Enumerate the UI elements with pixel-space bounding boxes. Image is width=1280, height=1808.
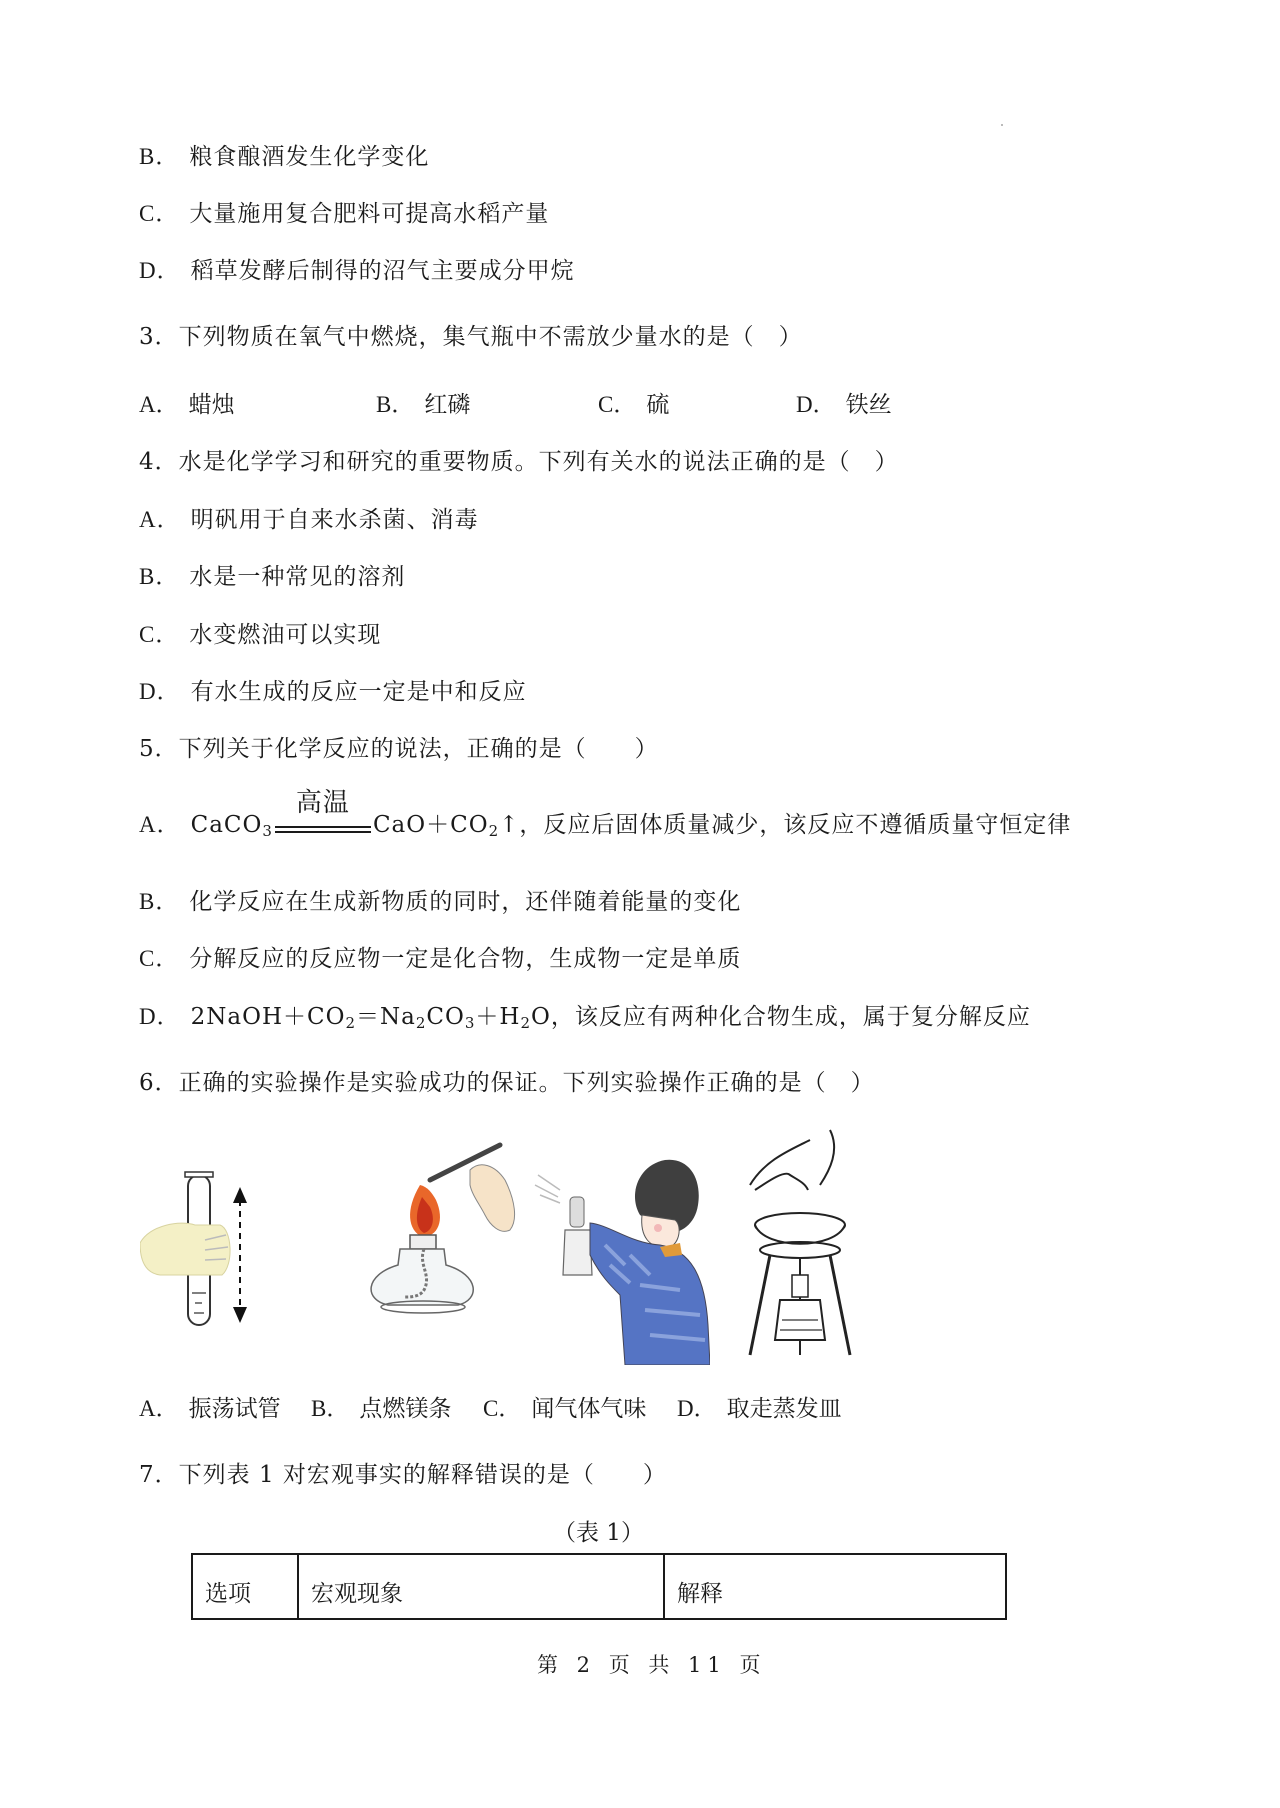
q5-option-b[interactable]: B． 化学反应在生成新物质的同时，还伴随着能量的变化 <box>139 889 742 915</box>
q4-option-c[interactable]: C． 水变燃油可以实现 <box>139 622 382 648</box>
q6-options <box>139 1394 1039 1424</box>
alcohol-lamp-magnesium-icon <box>340 1125 520 1365</box>
q2-option-b[interactable]: B． 粮食酿酒发生化学变化 <box>139 144 430 170</box>
scan-speck <box>1001 124 1003 126</box>
q6-figures <box>130 1125 870 1365</box>
smelling-gas-icon <box>530 1125 710 1365</box>
q4-option-a[interactable]: A． 明矾用于自来水杀菌、消毒 <box>139 507 479 533</box>
evaporating-dish-icon <box>730 1125 870 1365</box>
q3-option-a[interactable]: A． 蜡烛 <box>139 392 235 418</box>
q6-option-a[interactable]: A． 振荡试管 <box>139 1396 281 1422</box>
q5-option-a[interactable]: A． CaCO$_3$ 高温 $CaO+CO_2↑$，反应后固体质量减少，该反应不遵循质量守恒定律 <box>139 788 1072 840</box>
test-tube-shaking-icon <box>140 1125 250 1365</box>
q7-stem: 7．下列表 1 对宏观事实的解释错误的是（ ） <box>139 1462 667 1488</box>
q5-stem: 5．下列关于化学反应的说法，正确的是（ ） <box>139 736 659 762</box>
table-caption: （表 1） <box>553 1520 644 1546</box>
q3-option-c[interactable]: C． 硫 <box>598 392 670 418</box>
q4-stem: 4．水是化学学习和研究的重要物质。下列有关水的说法正确的是（ ） <box>139 449 899 475</box>
q4-option-b[interactable]: B． 水是一种常见的溶剂 <box>139 564 406 590</box>
q5-option-c[interactable]: C． 分解反应的反应物一定是化合物，生成物一定是单质 <box>139 946 742 972</box>
q6-option-c[interactable]: C． 闻气体气味 <box>483 1396 647 1422</box>
q6-option-d[interactable]: D． 取走蒸发皿 <box>677 1396 842 1422</box>
q6-option-b[interactable]: B． 点燃镁条 <box>311 1396 452 1422</box>
header-explanation: 解释 <box>664 1554 1006 1619</box>
formula-products: $CaO+CO_2↑$ <box>372 812 520 840</box>
q4-option-d[interactable]: D． 有水生成的反应一定是中和反应 <box>139 679 527 705</box>
q6-stem: 6．正确的实验操作是实验成功的保证。下列实验操作正确的是（ ） <box>139 1070 875 1096</box>
reaction-condition-equals: 高温 <box>275 810 371 840</box>
q3-stem: 3．下列物质在氧气中燃烧，集气瓶中不需放少量水的是（ ） <box>139 324 803 350</box>
table-header-row <box>192 1554 1006 1619</box>
q2-option-d[interactable]: D． 稻草发酵后制得的沼气主要成分甲烷 <box>139 258 575 284</box>
q2-option-c[interactable]: C． 大量施用复合肥料可提高水稻产量 <box>139 201 550 227</box>
page-footer: 第 2 页 共 11 页 <box>537 1653 767 1677</box>
equals-bar-top <box>275 826 371 828</box>
header-phenomenon: 宏观现象 <box>298 1554 664 1619</box>
header-option: 选项 <box>192 1554 298 1619</box>
formula-reactant: CaCO$_3$ <box>190 812 273 840</box>
gas-up-arrow-icon: ↑ <box>499 812 520 838</box>
q3-option-d[interactable]: D． 铁丝 <box>796 392 892 418</box>
q3-options <box>139 390 1039 420</box>
q7-table <box>191 1553 1007 1620</box>
formula-naoh-co2: $2NaOH+CO_2=Na_2CO_3+H_2O$ <box>190 1004 551 1032</box>
q3-option-b[interactable]: B． 红磷 <box>376 392 471 418</box>
equals-bar-bottom <box>275 831 371 833</box>
q5-option-d[interactable]: D． $2NaOH+CO_2=Na_2CO_3+H_2O$，该反应有两种化合物生成，属于复分解反应 <box>139 1004 1031 1032</box>
